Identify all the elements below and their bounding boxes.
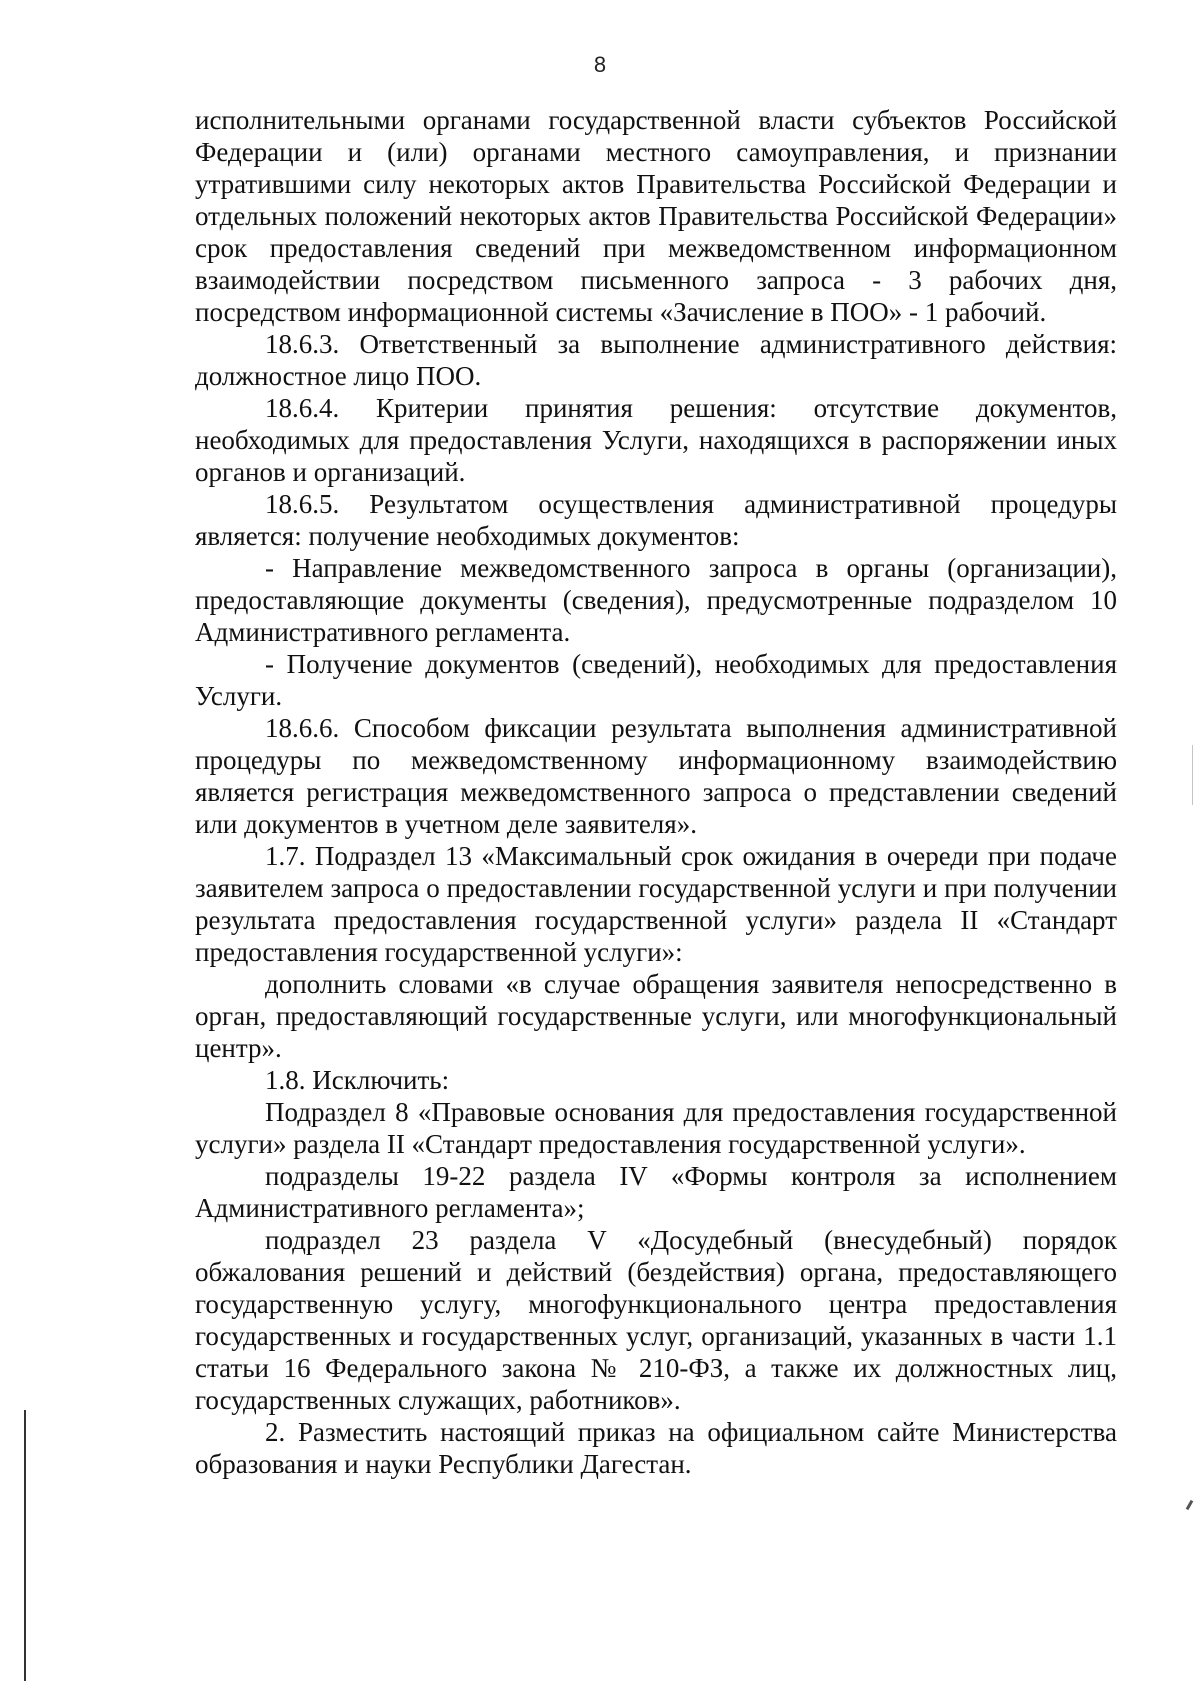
paragraph-1-8-subsection-23: подраздел 23 раздела V «Досудебный (внесудебный) порядок обжалования решений и действий (бездействия) органа, предоставляющего государственную услугу, многофункционального центра предоставления государственных и государственных услуг, организаций, указанных в части 1.1 статьи 16 Федерального закона № 210-ФЗ, а также их должностных лиц, государственных служащих, работников». xyxy=(195,1225,1117,1415)
paragraph-1-8-subsections-19-22: подразделы 19-22 раздела IV «Формы контроля за исполнением Административного регламента»; xyxy=(195,1161,1117,1223)
page-number: 8 xyxy=(593,52,607,77)
paragraph-18-6-3: 18.6.3. Ответственный за выполнение административного действия: должностное лицо ПОО. xyxy=(195,329,1117,391)
paragraph-18-6-4: 18.6.4. Критерии принятия решения: отсутствие документов, необходимых для предоставления Услуги, находящихся в распоряжении иных органов и организаций. xyxy=(195,393,1117,487)
scan-mark-tick xyxy=(1186,1500,1194,1510)
paragraph-1-8: 1.8. Исключить: xyxy=(265,1065,450,1095)
paragraph-1-8-subsection-8: Подраздел 8 «Правовые основания для предоставления государственной услуги» раздела II «Стандарт предоставления государственной услуги». xyxy=(195,1097,1117,1159)
paragraph-18-6-6: 18.6.6. Способом фиксации результата выполнения административной процедуры по межведомственному информационному взаимодействию является регистрация межведомственного запроса о представлении сведений или документов в учетном деле заявителя». xyxy=(195,713,1117,839)
paragraph-1-7: 1.7. Подраздел 13 «Максимальный срок ожидания в очереди при подаче заявителем запроса о предоставлении государственной услуги и при получении результата предоставления государственной услуги» раздела II «Стандарт предоставления государственной услуги»: xyxy=(195,841,1117,967)
list-item-request: - Направление межведомственного запроса в органы (организации), предоставляющие документы (сведения), предусмотренные подразделом 10 Административного регламента. xyxy=(195,553,1117,647)
scan-mark xyxy=(1192,745,1193,805)
paragraph-2: 2. Разместить настоящий приказ на официальном сайте Министерства образования и науки Республики Дагестан. xyxy=(195,1417,1117,1479)
list-item-receipt: - Получение документов (сведений), необходимых для предоставления Услуги. xyxy=(195,649,1117,711)
paragraph-continuation: исполнительными органами государственной власти субъектов Российской Федерации и (или) органами местного самоуправления, и признании утратившими силу некоторых актов Правительства Российской Федерации и отдельных положений некоторых актов Правительства Российской Федерации» срок предоставления сведений при межведомственном информационном взаимодействии посредством письменного запроса - 3 рабочих дня, посредством информационной системы «Зачисление в ПОО» - 1 рабочий. xyxy=(195,105,1117,327)
scan-edge-line xyxy=(24,1410,26,1681)
paragraph-1-7-addition: дополнить словами «в случае обращения заявителя непосредственно в орган, предоставляющий государственные услуги, или многофункциональный центр». xyxy=(195,969,1117,1063)
paragraph-18-6-5: 18.6.5. Результатом осуществления административной процедуры является: получение необходимых документов: xyxy=(195,489,1117,551)
document-body xyxy=(195,104,1117,1480)
